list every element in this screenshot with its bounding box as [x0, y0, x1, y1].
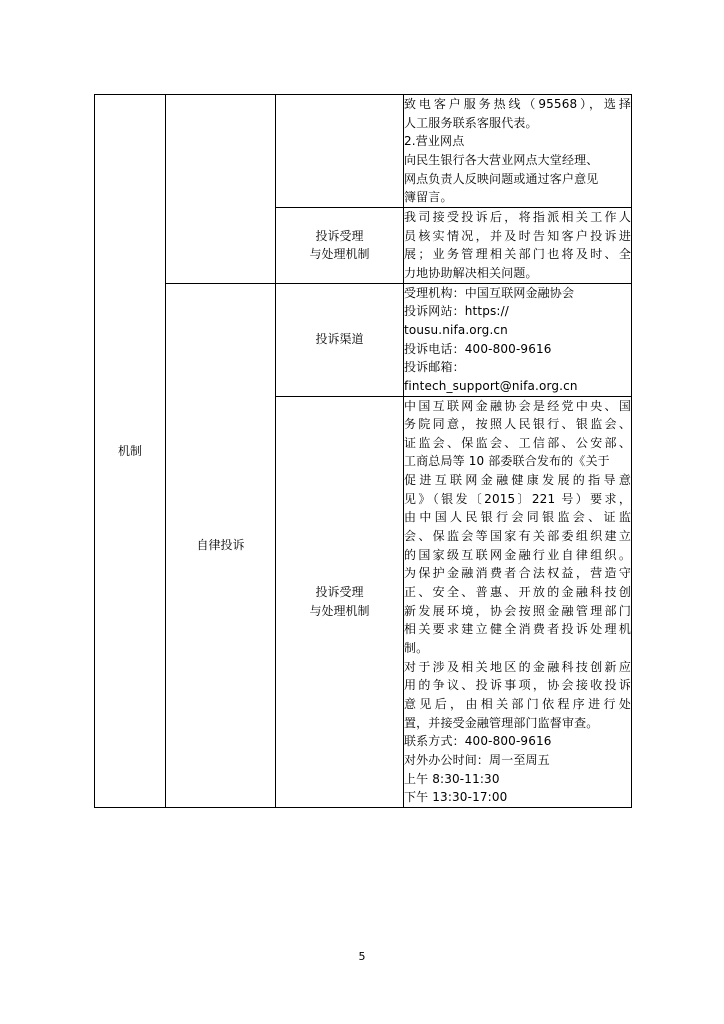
text-line: 用的争议、投诉事项，协会接收投诉: [404, 678, 631, 693]
text-line: 由中国人民银行会同银监会、证监: [404, 510, 631, 525]
sub-item-cell: [276, 396, 404, 807]
sub-item-label: 投诉受理: [315, 585, 364, 600]
text-line: 相关要求建立健全消费者投诉处理机: [404, 622, 631, 637]
text-line: 人工服务联系客服代表。: [404, 115, 538, 130]
description-cell: [404, 207, 632, 283]
text-line: tousu.nifa.org.cn: [404, 322, 508, 337]
description-cell: [404, 283, 632, 396]
text-line: 对外办公时间：周一至周五: [404, 752, 550, 767]
text-line: 制。: [404, 641, 429, 656]
text-line: 新发展环境，协会按照金融管理部门: [404, 603, 631, 618]
text-line: 受理机构：中国互联网金融协会: [404, 285, 575, 300]
text-line: 见》（银发〔2015〕221 号）要求，: [404, 491, 631, 506]
sub-item-label: 与处理机制: [309, 247, 370, 262]
text-line: 簿留言。: [404, 190, 453, 205]
text-line: 促进互联网金融健康发展的指导意: [404, 473, 631, 488]
text-line: 致电客户服务热线（95568），选择: [404, 97, 631, 111]
text-line: 我司接受投诉后，将指派相关工作人: [404, 209, 631, 224]
mechanism-table: [94, 94, 632, 808]
category-cell: 机制: [95, 95, 166, 808]
text-line: 正、安全、普惠、开放的金融科技创: [404, 585, 631, 600]
text-line: 置，并接受金融管理部门监督审查。: [404, 715, 599, 730]
table-row: [95, 95, 632, 208]
page-number: 5: [358, 950, 366, 963]
sub-item-label: 与处理机制: [309, 603, 370, 618]
text-line: 对于涉及相关地区的金融科技创新应: [404, 659, 631, 674]
text-line: 投诉电话：400-800-9616: [404, 341, 552, 356]
description-cell: [404, 95, 632, 208]
text-line: 意见后，由相关部门依程序进行处: [404, 697, 631, 711]
sub-item-cell: 投诉渠道: [276, 283, 404, 396]
text-line: 中国互联网金融协会是经党中央、国: [404, 398, 631, 413]
text-line: 务院同意，按照人民银行、银监会、: [404, 417, 631, 432]
text-line: fintech_support@nifa.org.cn: [404, 378, 578, 393]
text-line: 向民生银行各大营业网点大堂经理、: [404, 152, 599, 167]
text-line: 2.营业网点: [404, 134, 465, 149]
channel-cell: 自律投诉: [166, 283, 276, 807]
table-row: [95, 283, 632, 396]
text-line: 下午 13:30-17:00: [404, 790, 508, 805]
text-line: 网点负责人反映问题或通过客户意见: [404, 171, 599, 186]
sub-item-cell: [276, 207, 404, 283]
sub-item-cell-empty: [276, 95, 404, 208]
text-line: 投诉网站：https://: [404, 304, 509, 319]
text-line: 工商总局等 10 部委联合发布的《关于: [404, 454, 610, 469]
text-line: 会、保监会等国家有关部委组织建立: [404, 529, 631, 544]
description-cell: [404, 396, 632, 807]
text-line: 上午 8:30-11:30: [404, 771, 500, 786]
text-line: 员核实情况，并及时告知客户投诉进: [404, 228, 631, 243]
text-line: 投诉邮箱：: [404, 360, 465, 375]
text-line: 力地协助解决相关问题。: [404, 265, 538, 280]
channel-cell-empty: [166, 95, 276, 284]
sub-item-label: 投诉受理: [315, 228, 364, 243]
text-line: 为保护金融消费者合法权益，营造守: [404, 566, 631, 581]
text-line: 联系方式：400-800-9616: [404, 734, 552, 749]
text-line: 展；业务管理相关部门也将及时、全: [404, 247, 631, 262]
text-line: 证监会、保监会、工信部、公安部、: [404, 435, 631, 450]
text-line: 的国家级互联网金融行业自律组织。: [404, 547, 631, 562]
